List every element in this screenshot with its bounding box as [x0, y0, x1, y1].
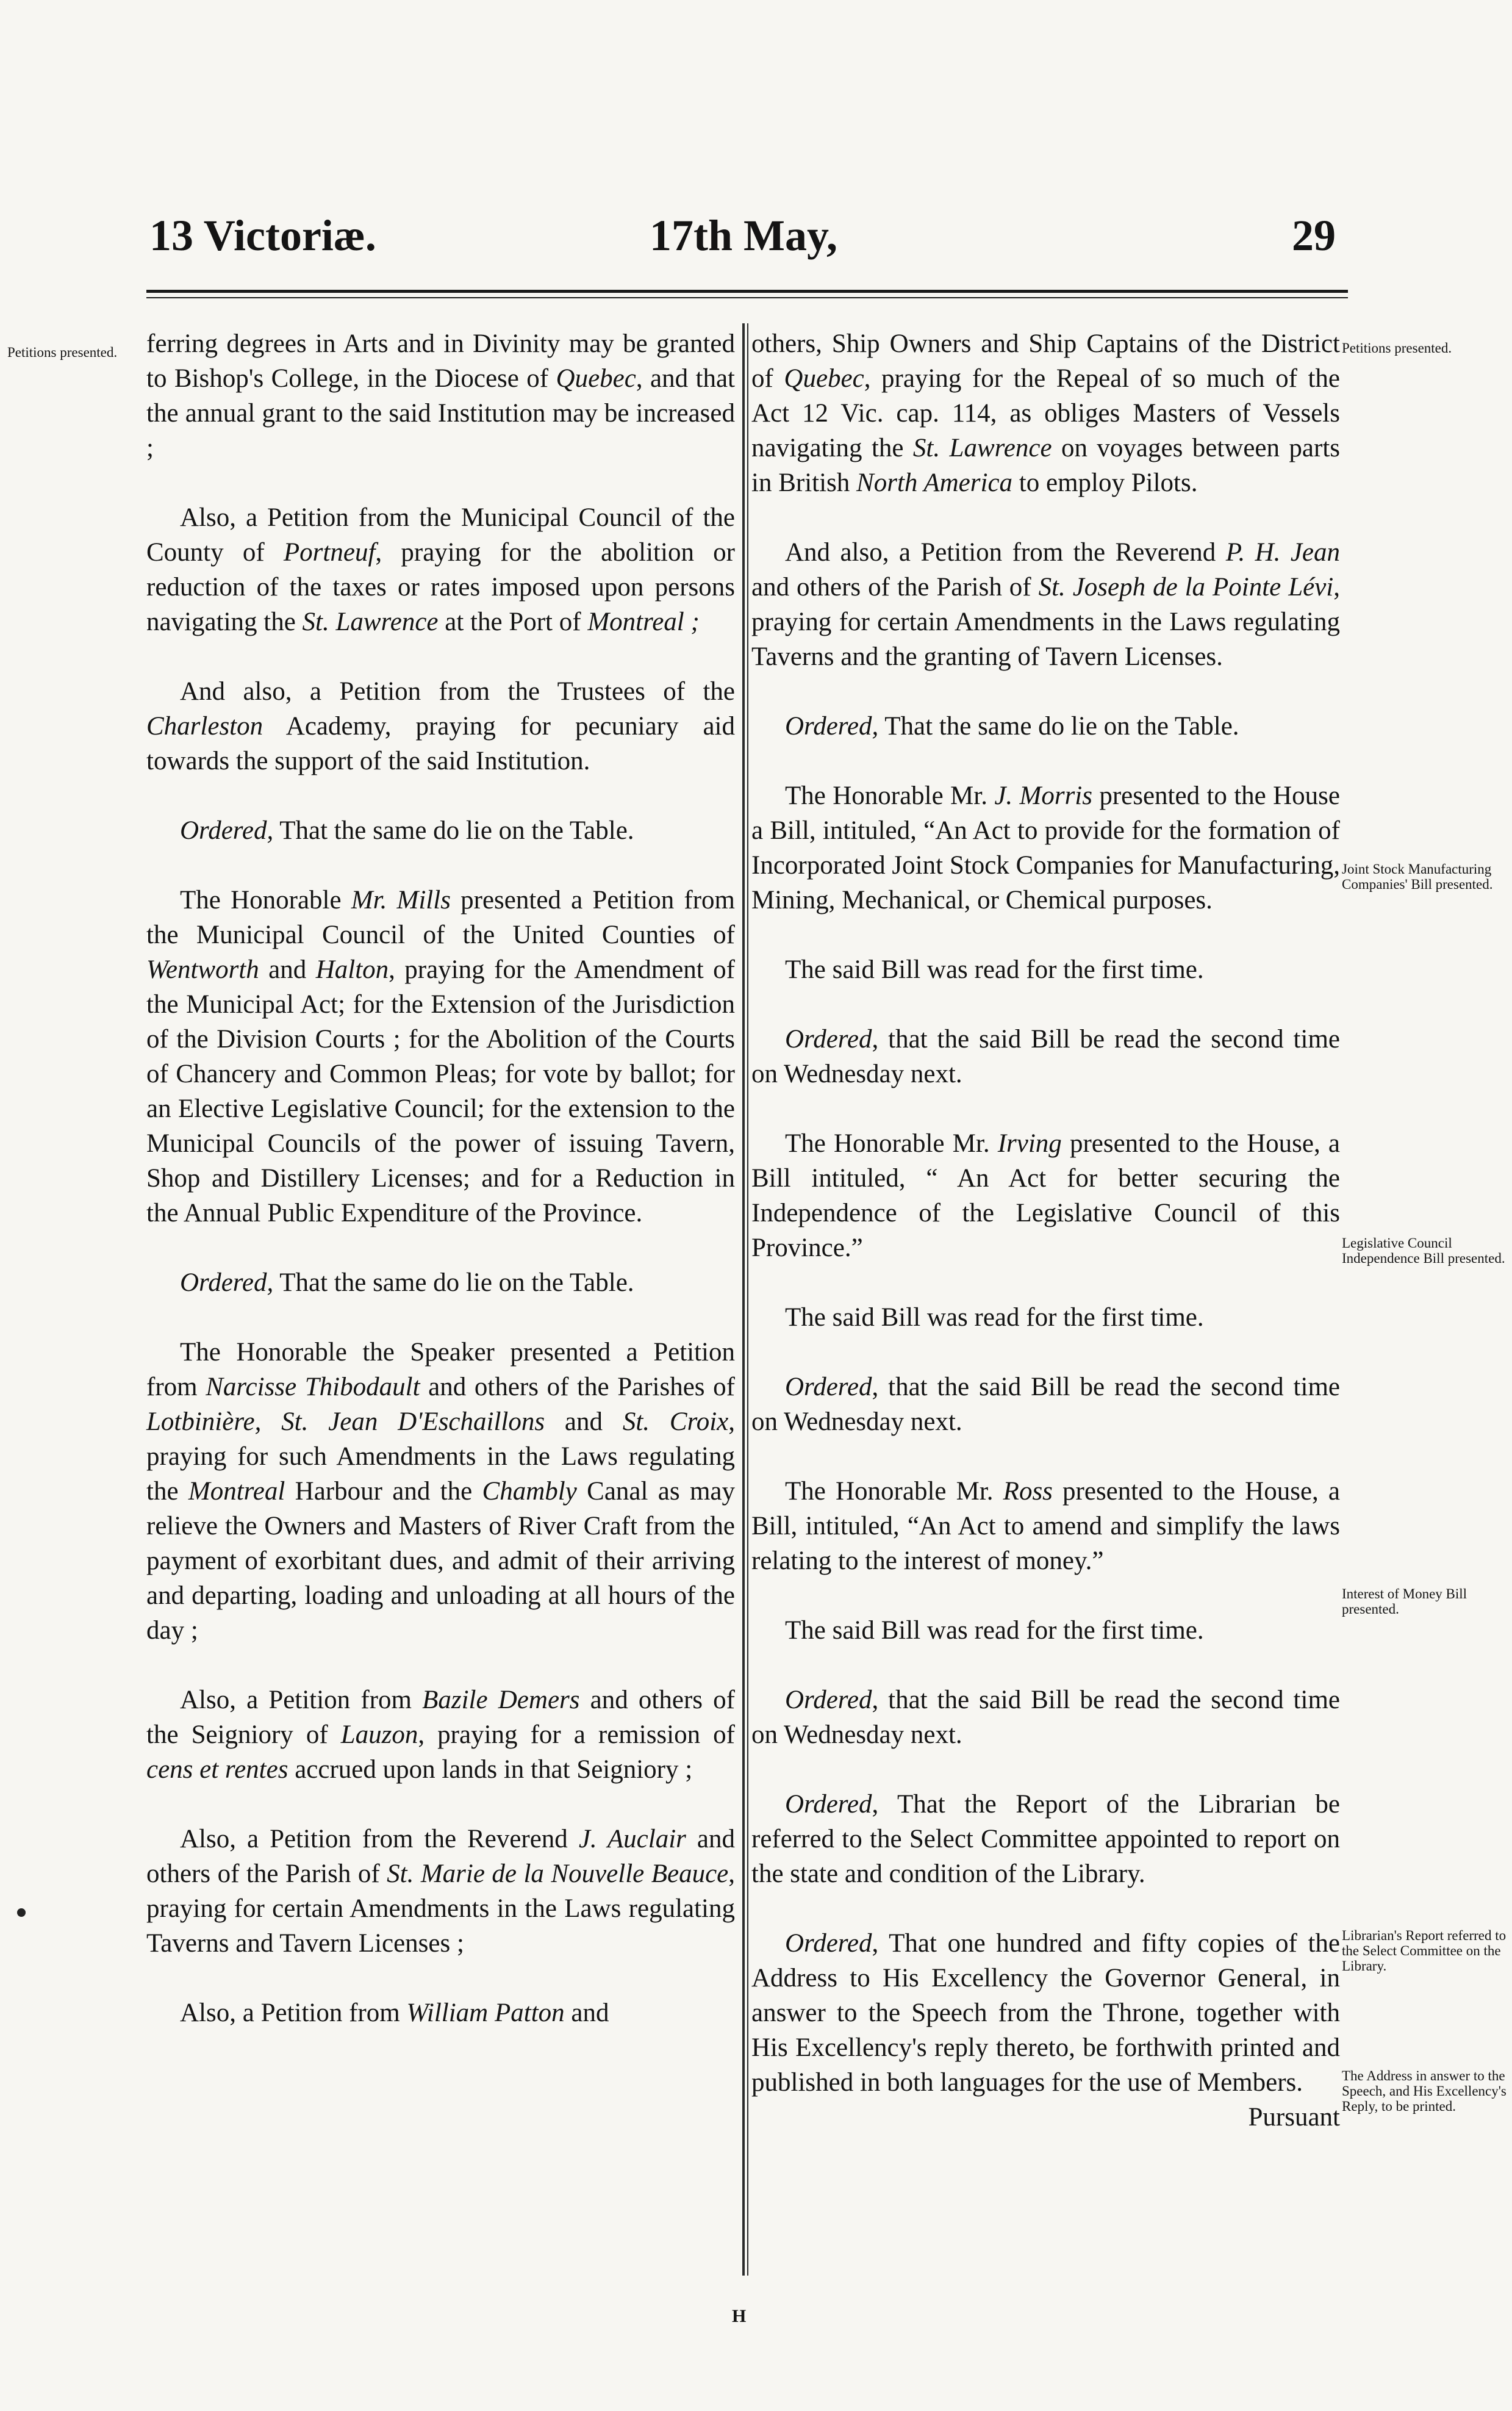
text-segment: Narcisse Thibodault: [206, 1373, 420, 1401]
text-segment: The Honorable Mr.: [785, 1129, 998, 1158]
text-segment: Lauzon: [340, 1720, 418, 1749]
text-segment: J. Auclair: [578, 1825, 686, 1853]
text-segment: William Patton: [406, 1999, 565, 2027]
paragraph-lp9: [146, 1822, 735, 1961]
paragraph-rp10: [751, 1474, 1340, 1578]
text-segment: others, Ship Owners and Ship Captains of the District of: [751, 329, 1340, 393]
text-segment: , That one hundred and fifty copies of the Address to His Excellency the Governor General, in answer to the Speech from the Throne, together with His Excellency's reply thereto, be forthwith printed and published in both languages for the use of Members.: [751, 1929, 1340, 2097]
running-header: [0, 210, 1512, 278]
text-segment: and: [564, 1999, 609, 2027]
right-column: [751, 326, 1340, 2169]
paragraph-rp5: [751, 952, 1340, 987]
paragraph-rp2: [751, 535, 1340, 674]
text-segment: at the Port of: [438, 608, 588, 636]
text-segment: Portneuf: [283, 538, 376, 567]
text-segment: The said Bill was read for the first time.: [785, 1303, 1204, 1332]
text-segment: and: [545, 1407, 623, 1436]
paragraph-rp13: [751, 1787, 1340, 1891]
text-segment: presented a Petition from the Municipal Council of the United Counties of: [146, 886, 736, 949]
text-segment: Montreal: [188, 1477, 285, 1506]
text-segment: Quebec: [556, 364, 636, 393]
text-segment: , praying for certain Amendments in the Laws regulating Taverns and Tavern Licenses ;: [146, 1859, 735, 1958]
text-segment: J. Morris: [994, 782, 1092, 810]
catchword: Pursuant: [1248, 2103, 1340, 2132]
paragraph-lp3: [146, 674, 735, 778]
left-column: [146, 326, 735, 2030]
text-segment: Wentworth: [146, 955, 259, 984]
text-segment: , praying for certain Amendments in the Laws regulating Taverns and the granting of Tavern Licenses.: [751, 573, 1340, 671]
text-segment: , That the Report of the Librarian be referred to the Select Committee appointed to report on the state and condition of the Library.: [751, 1790, 1340, 1888]
text-segment: Chambly: [482, 1477, 577, 1506]
paragraph-lp6: [146, 1265, 735, 1300]
text-segment: Ordered,: [180, 1268, 274, 1297]
text-segment: on voyages between parts in British: [751, 434, 1341, 497]
text-segment: St. Lawrence: [302, 608, 439, 636]
text-segment: St. Marie de la Nouvelle Beauce: [387, 1859, 729, 1888]
paragraph-rp12: [751, 1683, 1340, 1752]
text-segment: P. H. Jean: [1225, 538, 1340, 567]
header-rule-thick: [146, 290, 1348, 293]
text-segment: Montreal ;: [587, 608, 700, 636]
paragraph-lp7: [146, 1335, 735, 1648]
paragraph-lp5: [146, 883, 735, 1231]
text-segment: , praying for such Amendments in the Laws regulating the: [146, 1407, 735, 1506]
text-segment: Bazile Demers: [422, 1686, 580, 1714]
text-segment: That the same do lie on the Table.: [878, 712, 1239, 741]
text-segment: presented to the House, a Bill, intituled, “An Act to amend and simplify the laws relating to the interest of money.”: [751, 1477, 1340, 1575]
text-segment: Harbour and the: [285, 1477, 482, 1506]
ink-spot: [17, 1908, 26, 1917]
header-session: 13 Victoriæ.: [149, 211, 376, 260]
text-segment: cens et rentes: [146, 1755, 288, 1784]
paragraph-rp11: [751, 1613, 1340, 1648]
text-segment: Also, a Petition from the Reverend: [180, 1825, 579, 1853]
text-segment: Canal as may relieve the Owners and Masters of River Craft from the payment of exorbitant dues, and admit of their arriving and departing, loading and unloading at all hours of the day ;: [146, 1477, 735, 1645]
text-segment: Ordered: [785, 1686, 872, 1714]
text-segment: , that the said Bill be read the second time on Wednesday next.: [751, 1025, 1340, 1088]
text-segment: Charleston: [146, 712, 263, 741]
paragraph-rp6: [751, 1022, 1340, 1091]
text-segment: ferring degrees in Arts and in Divinity may be granted to Bishop's College, in the Diocese of: [146, 329, 735, 393]
text-segment: The Honorable Mr.: [785, 782, 995, 810]
text-segment: presented to the House a Bill, intituled, “An Act to provide for the formation of Incorporated Joint Stock Companies for Manufacturing, Mining, Mechanical, or Chemical purposes.: [751, 782, 1340, 914]
text-segment: St. Lawrence: [912, 434, 1052, 462]
paragraph-lp8: [146, 1683, 735, 1787]
paragraph-rp9: [751, 1370, 1340, 1439]
page-number: 29: [1292, 211, 1336, 260]
text-segment: accrued upon lands in that Seigniory ;: [288, 1755, 693, 1784]
signature-mark: H: [732, 2306, 747, 2326]
text-segment: The Honorable Mr.: [785, 1477, 1003, 1506]
text-segment: , and that the annual grant to the said Institution may be increased ;: [146, 364, 735, 462]
margin-note-joint-stock: Joint Stock Manufacturing Companies' Bill presented.: [1342, 861, 1493, 892]
text-segment: , that the said Bill be read the second time on Wednesday next.: [751, 1686, 1340, 1749]
text-segment: and others of the Parishes of: [420, 1373, 735, 1401]
text-segment: Ordered,: [180, 816, 274, 845]
margin-note-petitions-left: Petitions presented.: [7, 345, 118, 360]
text-segment: Ordered: [785, 1373, 872, 1401]
text-segment: That the same do lie on the Table.: [273, 816, 634, 845]
paragraph-lp1: [146, 326, 735, 465]
text-segment: Lotbinière, St. Jean D'Eschaillons: [146, 1407, 545, 1436]
text-segment: , praying for the Repeal of so much of the Act 12 Vic. cap. 114, as obliges Masters of Vessels navigating the: [751, 364, 1341, 462]
margin-note-legislative-council: Legislative Council Independence Bill presented.: [1342, 1235, 1505, 1266]
text-segment: to employ Pilots.: [1012, 469, 1198, 497]
text-segment: and: [259, 955, 316, 984]
text-segment: And also, a Petition from the Reverend: [785, 538, 1226, 567]
text-segment: Also, a Petition from: [180, 1999, 407, 2027]
text-segment: and others of the Seigniory of: [146, 1686, 735, 1749]
text-segment: The Honorable: [180, 886, 351, 914]
text-segment: Academy, praying for pecuniary aid towards the support of the said Institution.: [146, 712, 735, 775]
text-segment: North America: [856, 469, 1013, 497]
text-segment: Also, a Petition from the Municipal Council of the County of: [146, 503, 735, 567]
text-segment: That the same do lie on the Table.: [273, 1268, 634, 1297]
column-divider: [742, 323, 745, 2276]
text-segment: presented to the House, a Bill intituled, “ An Act for better securing the Independence of the Legislative Council of this Province.”: [751, 1129, 1340, 1262]
paragraph-rp8: [751, 1300, 1340, 1335]
paragraph-lp4: [146, 813, 735, 848]
text-segment: Quebec: [784, 364, 864, 393]
text-segment: Ordered: [785, 1790, 872, 1819]
text-segment: The said Bill was read for the first time.: [785, 1616, 1204, 1645]
text-segment: , that the said Bill be read the second time on Wednesday next.: [751, 1373, 1340, 1436]
text-segment: St. Joseph de la Pointe Lévi: [1038, 573, 1334, 602]
text-segment: , praying for a remission of: [418, 1720, 735, 1749]
text-segment: The said Bill was read for the first time.: [785, 955, 1204, 984]
paragraph-rp3: [751, 709, 1340, 744]
text-segment: and others of the Parish of: [751, 573, 1039, 602]
paragraph-lp10: [146, 1996, 735, 2030]
margin-note-petitions-right: Petitions presented.: [1342, 340, 1452, 356]
header-rule-thin: [146, 297, 1348, 298]
text-segment: Also, a Petition from: [180, 1686, 423, 1714]
margin-note-address-printed: The Address in answer to the Speech, and His Excellency's Reply, to be printed.: [1342, 2068, 1507, 2114]
text-segment: The Honorable the Speaker presented a Petition from: [146, 1338, 735, 1401]
text-segment: Ordered: [785, 1025, 872, 1054]
text-segment: Mr. Mills: [351, 886, 451, 914]
text-segment: Ordered: [785, 1929, 872, 1958]
margin-note-librarian-report: Librarian's Report referred to the Select Committee on the Library.: [1342, 1928, 1507, 1974]
text-segment: , praying for the Amendment of the Municipal Act; for the Extension of the Jurisdiction of the Division Courts ; for the Abolition of the Courts of Chancery and Common Pleas; for vote by ballot; for an Elective Legislative Council; for the extension to the Municipal Councils of the power of issuing Tavern, Shop and Distillery Licenses; and for a Reduction in the Annual Public Expenditure of the Province.: [146, 955, 735, 1227]
text-segment: And also, a Petition from the Trustees of the: [180, 677, 735, 706]
paragraph-lp2: [146, 500, 735, 639]
paragraph-rp7: [751, 1126, 1340, 1265]
text-segment: Ross: [1003, 1477, 1053, 1506]
paragraph-rp1: [751, 326, 1340, 500]
text-segment: , praying for the abolition or reduction of the taxes or rates imposed upon persons navigating the: [146, 538, 735, 636]
paragraph-rp14: [751, 1926, 1340, 2100]
text-segment: Halton: [315, 955, 389, 984]
text-segment: Irving: [997, 1129, 1062, 1158]
text-segment: and others of the Parish of: [146, 1825, 735, 1888]
column-divider-thin: [747, 323, 748, 2276]
paragraph-rp4: [751, 778, 1340, 918]
text-segment: Ordered,: [785, 712, 879, 741]
header-date: 17th May,: [650, 211, 838, 260]
margin-note-interest-of-money: Interest of Money Bill presented.: [1342, 1586, 1467, 1617]
text-segment: St. Croix: [622, 1407, 729, 1436]
